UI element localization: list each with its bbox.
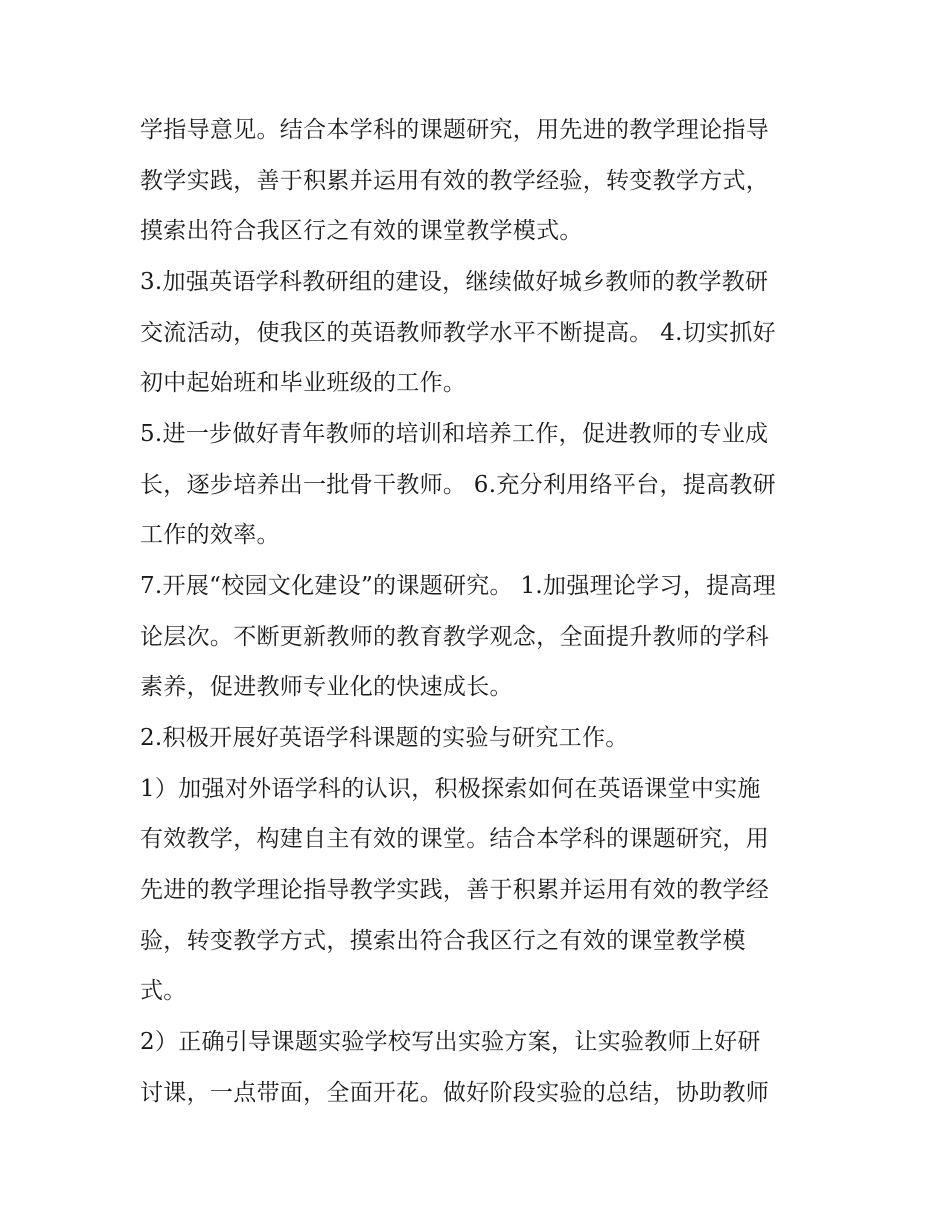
- text-line: 先进的教学理论指导教学实践，善于积累并运用有效的教学经: [140, 877, 770, 903]
- text-line: 1）加强对外语学科的认识，积极探索如何在英语课堂中实施: [140, 776, 761, 802]
- text-line: 论层次。不断更新教师的教育教学观念，全面提升教师的学科: [140, 624, 770, 650]
- text-line: 2）正确引导课题实验学校写出实验方案，让实验教师上好研: [140, 1029, 761, 1055]
- text-line: 学指导意见。结合本学科的课题研究，用先进的教学理论指导: [140, 117, 770, 143]
- text-line: 工作的效率。: [140, 522, 280, 548]
- text-line: 素养，促进教师专业化的快速成长。: [140, 674, 513, 700]
- text-line: 初中起始班和毕业班级的工作。: [140, 370, 467, 396]
- text-line: 摸索出符合我区行之有效的课堂教学模式。: [140, 218, 583, 244]
- text-line: 讨课，一点带面，全面开花。做好阶段实验的总结，协助教师: [140, 1080, 770, 1106]
- text-line: 5.进一步做好青年教师的培训和培养工作，促进教师的专业成: [140, 421, 769, 447]
- text-line: 验，转变教学方式，摸索出符合我区行之有效的课堂教学模: [140, 928, 746, 954]
- text-line: 7.开展“校园文化建设”的课题研究。 1.加强理论学习，提高理: [140, 573, 777, 599]
- text-line: 3.加强英语学科教研组的建设，继续做好城乡教师的教学教研: [140, 269, 769, 295]
- text-line: 式。: [140, 978, 187, 1004]
- text-line: 2.积极开展好英语学科课题的实验与研究工作。: [140, 725, 629, 751]
- text-line: 交流活动，使我区的英语教师教学水平不断提高。 4.切实抓好: [140, 320, 776, 346]
- text-line: 教学实践，善于积累并运用有效的教学经验，转变教学方式，: [140, 168, 770, 194]
- text-line: 长，逐步培养出一批骨干教师。 6.充分利用络平台，提高教研: [140, 472, 776, 498]
- text-line: 有效教学，构建自主有效的课堂。结合本学科的课题研究，用: [140, 826, 770, 852]
